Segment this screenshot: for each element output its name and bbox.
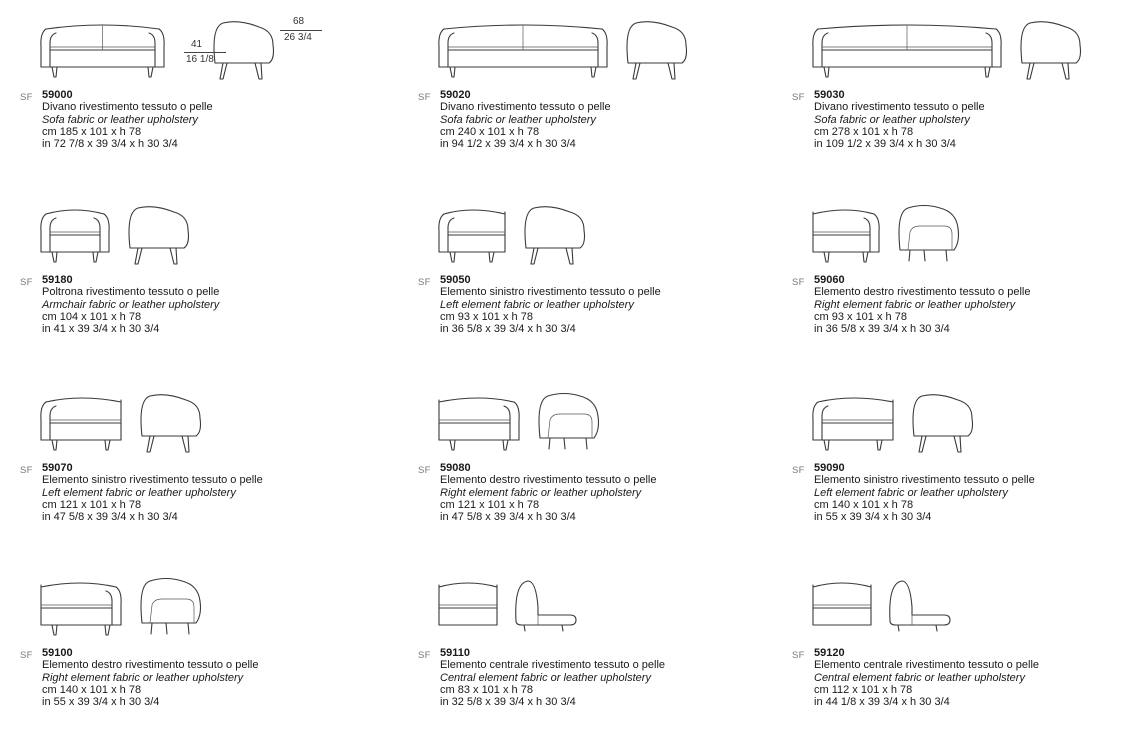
dimensions-cm: cm 140 x 101 x h 78	[814, 498, 914, 511]
product-code: 59080	[440, 462, 471, 474]
english-description: Left element fabric or leather upholstery	[814, 486, 1008, 499]
product-description	[440, 647, 665, 708]
product-drawings	[812, 563, 1122, 653]
front-view-drawing	[812, 204, 880, 282]
italian-description: Elemento sinistro rivestimento tessuto o pelle	[42, 474, 263, 487]
side-view-drawing	[209, 19, 275, 94]
product-code: 59070	[42, 462, 73, 474]
dimensions-in: in 55 x 39 3/4 x h 30 3/4	[42, 696, 160, 709]
dimensions-cm: cm 93 x 101 x h 78	[440, 310, 533, 323]
series-prefix: SF	[792, 650, 805, 661]
english-description: Central element fabric or leather upholstery	[814, 671, 1025, 684]
dimensions-cm: cm 104 x 101 x h 78	[42, 310, 142, 323]
side-view-drawing	[136, 577, 202, 652]
product-drawings	[40, 190, 350, 280]
dimensions-in: in 36 5/8 x 39 3/4 x h 30 3/4	[814, 323, 950, 336]
product-code: 59110	[440, 647, 470, 659]
italian-description: Divano rivestimento tessuto o pelle	[814, 101, 985, 114]
depth-in-label: 16 1/8	[186, 54, 214, 65]
dimensions-in: in 47 5/8 x 39 3/4 x h 30 3/4	[440, 511, 576, 524]
height-cm-label: 68	[293, 16, 305, 27]
product-code: 59020	[440, 89, 471, 101]
product-code: 59180	[42, 274, 73, 286]
dimensions-cm: cm 240 x 101 x h 78	[440, 125, 540, 138]
product-description	[814, 462, 1035, 523]
dimension-line	[184, 52, 226, 53]
product-drawings	[40, 378, 350, 468]
series-prefix: SF	[20, 92, 33, 103]
dimensions-cm: cm 83 x 101 x h 78	[440, 683, 533, 696]
product-description	[814, 274, 1030, 335]
side-view-drawing	[136, 392, 202, 467]
front-view-drawing	[40, 577, 122, 655]
series-prefix: SF	[792, 92, 805, 103]
dimensions-cm: cm 278 x 101 x h 78	[814, 125, 914, 138]
product-item	[792, 378, 1122, 563]
series-prefix: SF	[418, 277, 431, 288]
product-item	[20, 378, 350, 563]
front-view-drawing	[812, 577, 872, 655]
dimensions-in: in 109 1/2 x 39 3/4 x h 30 3/4	[814, 138, 956, 151]
italian-description: Elemento centrale rivestimento tessuto o pelle	[440, 659, 666, 672]
dimensions-in: in 94 1/2 x 39 3/4 x h 30 3/4	[440, 138, 576, 151]
depth-cm-label: 41	[191, 39, 203, 50]
dimensions-cm: cm 121 x 101 x h 78	[42, 498, 142, 511]
english-description: Armchair fabric or leather upholstery	[42, 298, 220, 311]
english-description: Left element fabric or leather upholstery	[440, 298, 634, 311]
english-description: Central element fabric or leather upholstery	[440, 671, 651, 684]
dimensions-cm: cm 140 x 101 x h 78	[42, 683, 142, 696]
product-item	[20, 190, 350, 375]
english-description: Sofa fabric or leather upholstery	[440, 113, 596, 126]
side-view-drawing	[894, 204, 960, 279]
dimensions-in: in 36 5/8 x 39 3/4 x h 30 3/4	[440, 323, 576, 336]
product-description	[440, 462, 656, 523]
series-prefix: SF	[792, 465, 805, 476]
front-view-drawing	[812, 19, 1002, 97]
english-description: Sofa fabric or leather upholstery	[42, 113, 198, 126]
side-view-drawing	[908, 392, 974, 467]
product-description	[42, 462, 263, 523]
product-item	[418, 563, 748, 748]
italian-description: Elemento sinistro rivestimento tessuto o pelle	[814, 474, 1035, 487]
italian-description: Divano rivestimento tessuto o pelle	[440, 101, 611, 114]
italian-description: Divano rivestimento tessuto o pelle	[42, 101, 213, 114]
product-item	[20, 5, 350, 190]
side-view-drawing	[1016, 19, 1082, 94]
product-item	[20, 563, 350, 748]
italian-description: Poltrona rivestimento tessuto o pelle	[42, 286, 220, 299]
product-description	[440, 89, 611, 150]
english-description: Left element fabric or leather upholstery	[42, 486, 236, 499]
side-view-drawing	[520, 204, 586, 279]
product-item	[792, 190, 1122, 375]
dimensions-cm: cm 112 x 101 x h 78	[814, 683, 913, 696]
product-code: 59060	[814, 274, 845, 286]
product-item	[792, 563, 1122, 748]
italian-description: Elemento destro rivestimento tessuto o pelle	[814, 286, 1031, 299]
product-code: 59120	[814, 647, 845, 659]
product-description	[42, 274, 219, 335]
height-in-label: 26 3/4	[284, 32, 312, 43]
side-view-drawing	[124, 204, 190, 279]
product-drawings	[438, 563, 748, 653]
product-code: 59100	[42, 647, 73, 659]
english-description: Right element fabric or leather upholstery	[42, 671, 244, 684]
product-drawings	[812, 5, 1122, 95]
product-item	[418, 190, 748, 375]
series-prefix: SF	[418, 650, 431, 661]
italian-description: Elemento destro rivestimento tessuto o pelle	[42, 659, 259, 672]
product-drawings	[438, 190, 748, 280]
product-item	[418, 378, 748, 563]
front-view-drawing	[812, 392, 894, 470]
product-item	[792, 5, 1122, 190]
product-drawings	[438, 5, 748, 95]
dimensions-in: in 32 5/8 x 39 3/4 x h 30 3/4	[440, 696, 576, 709]
product-code: 59030	[814, 89, 845, 101]
dimensions-in: in 41 x 39 3/4 x h 30 3/4	[42, 323, 160, 336]
english-description: Sofa fabric or leather upholstery	[814, 113, 970, 126]
product-code: 59090	[814, 462, 845, 474]
front-view-drawing	[40, 19, 165, 97]
product-description	[814, 647, 1039, 708]
italian-description: Elemento centrale rivestimento tessuto o pelle	[814, 659, 1040, 672]
dimensions-in: in 55 x 39 3/4 x h 30 3/4	[814, 511, 932, 524]
product-drawings	[40, 563, 350, 653]
product-drawings	[812, 190, 1122, 280]
english-description: Right element fabric or leather upholstery	[440, 486, 642, 499]
dimensions-in: in 47 5/8 x 39 3/4 x h 30 3/4	[42, 511, 178, 524]
dimensions-in: in 72 7/8 x 39 3/4 x h 30 3/4	[42, 138, 178, 151]
front-view-drawing	[40, 204, 110, 282]
product-description	[42, 89, 213, 150]
product-drawings	[812, 378, 1122, 468]
italian-description: Elemento sinistro rivestimento tessuto o pelle	[440, 286, 661, 299]
series-prefix: SF	[20, 465, 33, 476]
side-view-drawing	[886, 577, 952, 652]
product-code: 59000	[42, 89, 73, 101]
front-view-drawing	[438, 392, 520, 470]
front-view-drawing	[438, 204, 506, 282]
dimensions-in: in 44 1/8 x 39 3/4 x h 30 3/4	[814, 696, 950, 709]
side-view-drawing	[622, 19, 688, 94]
product-description	[42, 647, 258, 708]
dimensions-cm: cm 185 x 101 x h 78	[42, 125, 142, 138]
side-view-drawing	[534, 392, 600, 467]
product-item	[418, 5, 748, 190]
series-prefix: SF	[792, 277, 805, 288]
product-code: 59050	[440, 274, 471, 286]
product-description	[440, 274, 661, 335]
english-description: Right element fabric or leather upholstery	[814, 298, 1016, 311]
front-view-drawing	[438, 19, 608, 97]
series-prefix: SF	[20, 277, 33, 288]
italian-description: Elemento destro rivestimento tessuto o pelle	[440, 474, 657, 487]
dimensions-cm: cm 121 x 101 x h 78	[440, 498, 540, 511]
front-view-drawing	[40, 392, 122, 470]
product-description	[814, 89, 985, 150]
series-prefix: SF	[418, 92, 431, 103]
dimension-line	[280, 30, 322, 31]
side-view-drawing	[512, 577, 578, 652]
dimensions-cm: cm 93 x 101 x h 78	[814, 310, 907, 323]
product-drawings	[438, 378, 748, 468]
front-view-drawing	[438, 577, 498, 655]
series-prefix: SF	[418, 465, 431, 476]
series-prefix: SF	[20, 650, 33, 661]
